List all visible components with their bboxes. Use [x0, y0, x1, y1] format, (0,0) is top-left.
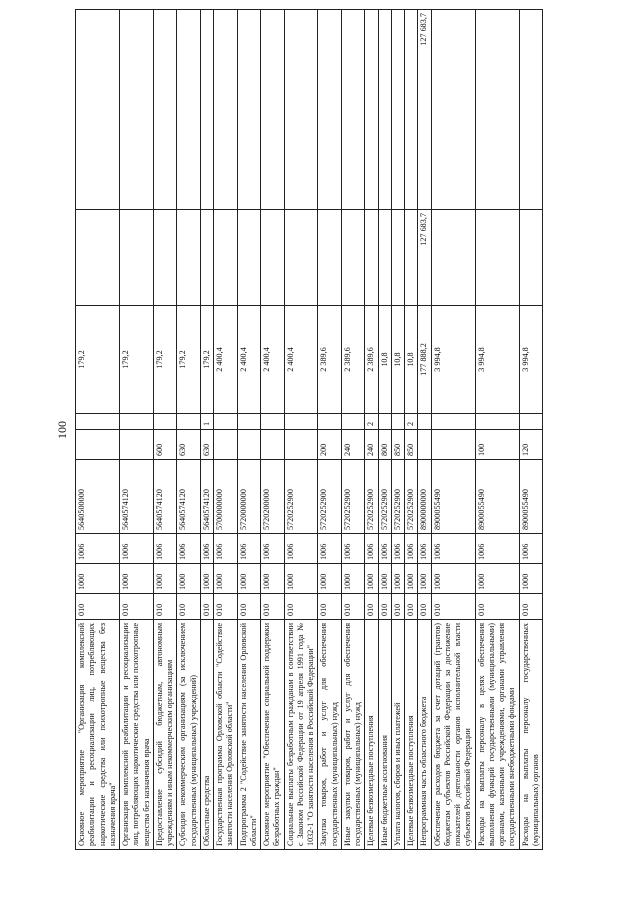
section-code: 1000 — [237, 564, 261, 594]
amount-cell-2 — [431, 210, 475, 306]
amount-cell-2 — [284, 210, 318, 306]
amount-cell-3 — [475, 10, 519, 210]
administrator-code: 010 — [120, 594, 154, 620]
expense-type-code — [431, 430, 475, 460]
amount-cell: 3 994,8 — [431, 306, 475, 414]
section-code: 1000 — [519, 564, 543, 594]
budget-item-name: Расходы на выплаты персоналу в целях обеспечения выполнения функций государственными (муниципальными) органами, казенными учреждениями, органами управления государственными внебюджетными фондами — [475, 620, 519, 850]
budget-item-name: Целевые безвозмездные поступления — [365, 620, 378, 850]
target-article-code: 5640574120 — [177, 460, 201, 534]
expense-type-code — [76, 430, 120, 460]
amount-cell-3 — [200, 10, 213, 210]
budget-item-name: Организация комплексной реабилитации и ресоциализации лиц, потребляющих наркотические средства или психотропные вещества без назначения врача — [120, 620, 154, 850]
administrator-code: 010 — [153, 594, 177, 620]
amount-cell: 10,8 — [378, 306, 391, 414]
amount-cell: 179,2 — [177, 306, 201, 414]
subsection-code: 1006 — [237, 534, 261, 564]
table-row — [365, 10, 378, 850]
budget-item-name: Иные закупки товаров, работ и услуг для обеспечения государственных (муниципальных) нужд — [341, 620, 365, 850]
funding-source-code — [76, 414, 120, 430]
amount-cell-3 — [405, 10, 418, 210]
document-page — [45, 0, 605, 860]
target-article-code: 8900055490 — [431, 460, 475, 534]
amount-cell-2 — [76, 210, 120, 306]
table-row — [153, 10, 177, 850]
section-code: 1000 — [177, 564, 201, 594]
budget-item-name: Расходы на выплаты персоналу государственных (муниципальных) органов — [519, 620, 543, 850]
target-article-code: 5700000000 — [214, 460, 238, 534]
amount-cell-3 — [237, 10, 261, 210]
amount-cell-2 — [378, 210, 391, 306]
table-row — [475, 10, 519, 850]
amount-cell-2 — [341, 210, 365, 306]
target-article-code: 8900000000 — [418, 460, 431, 534]
amount-cell-2 — [519, 210, 543, 306]
subsection-code: 1006 — [318, 534, 342, 564]
budget-item-name: Государственная программа Орловской области "Содействие занятости населения Орловской области" — [214, 620, 238, 850]
subsection-code: 1006 — [391, 534, 404, 564]
target-article-code: 5720252900 — [284, 460, 318, 534]
budget-item-name: Уплата налогов, сборов и иных платежей — [391, 620, 404, 850]
administrator-code: 010 — [431, 594, 475, 620]
amount-cell: 179,2 — [120, 306, 154, 414]
amount-cell-3 — [76, 10, 120, 210]
table-row — [214, 10, 238, 850]
section-code: 1000 — [214, 564, 238, 594]
table-row — [261, 10, 285, 850]
amount-cell: 2 400,4 — [214, 306, 238, 414]
funding-source-code — [261, 414, 285, 430]
budget-item-name: Целевые безвозмездные поступления — [405, 620, 418, 850]
amount-cell-3 — [261, 10, 285, 210]
amount-cell-3 — [153, 10, 177, 210]
section-code: 1000 — [391, 564, 404, 594]
amount-cell-3: 127 683,7 — [418, 10, 431, 210]
subsection-code: 1006 — [431, 534, 475, 564]
section-code: 1000 — [318, 564, 342, 594]
expense-type-code — [284, 430, 318, 460]
target-article-code: 5640574120 — [200, 460, 213, 534]
amount-cell-2 — [261, 210, 285, 306]
budget-item-name: Непрограммная часть областного бюджета — [418, 620, 431, 850]
subsection-code: 1006 — [120, 534, 154, 564]
section-code: 1000 — [200, 564, 213, 594]
table-row — [418, 10, 431, 850]
amount-cell-2 — [200, 210, 213, 306]
funding-source-code: 2 — [405, 414, 418, 430]
administrator-code: 010 — [177, 594, 201, 620]
amount-cell-3 — [431, 10, 475, 210]
amount-cell-3 — [365, 10, 378, 210]
amount-cell: 3 994,8 — [475, 306, 519, 414]
section-code: 1000 — [431, 564, 475, 594]
expense-type-code — [120, 430, 154, 460]
target-article-code: 5720200000 — [261, 460, 285, 534]
target-article-code: 5640500000 — [76, 460, 120, 534]
amount-cell: 2 389,6 — [318, 306, 342, 414]
subsection-code: 1006 — [261, 534, 285, 564]
table-row — [318, 10, 342, 850]
table-row — [391, 10, 404, 850]
expense-type-code — [214, 430, 238, 460]
amount-cell: 10,8 — [405, 306, 418, 414]
table-row — [237, 10, 261, 850]
page-number: 100 — [55, 421, 69, 439]
subsection-code: 1006 — [519, 534, 543, 564]
administrator-code: 010 — [341, 594, 365, 620]
expense-type-code — [261, 430, 285, 460]
section-code: 1000 — [341, 564, 365, 594]
funding-source-code — [318, 414, 342, 430]
amount-cell: 2 389,6 — [365, 306, 378, 414]
expense-type-code: 850 — [405, 430, 418, 460]
expense-type-code — [237, 430, 261, 460]
administrator-code: 010 — [284, 594, 318, 620]
funding-source-code — [475, 414, 519, 430]
target-article-code: 8900055490 — [519, 460, 543, 534]
target-article-code: 5640574120 — [120, 460, 154, 534]
amount-cell-2 — [475, 210, 519, 306]
target-article-code: 5720252900 — [365, 460, 378, 534]
target-article-code: 5640574120 — [153, 460, 177, 534]
funding-source-code — [391, 414, 404, 430]
administrator-code: 010 — [261, 594, 285, 620]
expense-type-code: 240 — [365, 430, 378, 460]
expense-type-code: 120 — [519, 430, 543, 460]
section-code: 1000 — [475, 564, 519, 594]
section-code: 1000 — [261, 564, 285, 594]
target-article-code: 8900055490 — [475, 460, 519, 534]
subsection-code: 1006 — [177, 534, 201, 564]
expense-type-code: 630 — [200, 430, 213, 460]
amount-cell: 2 400,4 — [237, 306, 261, 414]
administrator-code: 010 — [418, 594, 431, 620]
amount-cell-2 — [214, 210, 238, 306]
expense-type-code — [418, 430, 431, 460]
amount-cell-3 — [120, 10, 154, 210]
budget-item-name: Основное мероприятие "Обеспечение социальной поддержки безработных граждан" — [261, 620, 285, 850]
subsection-code: 1006 — [405, 534, 418, 564]
amount-cell-3 — [284, 10, 318, 210]
amount-cell-2 — [237, 210, 261, 306]
amount-cell: 179,2 — [153, 306, 177, 414]
table-row — [405, 10, 418, 850]
subsection-code: 1006 — [76, 534, 120, 564]
table-row — [200, 10, 213, 850]
section-code: 1000 — [120, 564, 154, 594]
table-row — [177, 10, 201, 850]
funding-source-code: 1 — [200, 414, 213, 430]
budget-table-body — [76, 10, 543, 850]
amount-cell-2 — [318, 210, 342, 306]
subsection-code: 1006 — [153, 534, 177, 564]
section-code: 1000 — [284, 564, 318, 594]
subsection-code: 1006 — [378, 534, 391, 564]
amount-cell: 3 994,8 — [519, 306, 543, 414]
funding-source-code: 2 — [365, 414, 378, 430]
section-code: 1000 — [76, 564, 120, 594]
target-article-code: 5720252900 — [405, 460, 418, 534]
funding-source-code — [284, 414, 318, 430]
amount-cell-3 — [378, 10, 391, 210]
expense-type-code: 240 — [341, 430, 365, 460]
budget-item-name: Областные средства — [200, 620, 213, 850]
funding-source-code — [519, 414, 543, 430]
funding-source-code — [177, 414, 201, 430]
subsection-code: 1006 — [365, 534, 378, 564]
amount-cell-3 — [341, 10, 365, 210]
target-article-code: 5720252900 — [341, 460, 365, 534]
amount-cell-2 — [391, 210, 404, 306]
funding-source-code — [153, 414, 177, 430]
expense-type-code: 850 — [391, 430, 404, 460]
administrator-code: 010 — [405, 594, 418, 620]
expense-type-code: 200 — [318, 430, 342, 460]
budget-item-name: Обеспечение расходов бюджета за счет дотаций (грантов) бюджетам субъектов Российской Федерации за достижение показателей деятельности органов исполнительной власти субъектов Российской Федерации — [431, 620, 475, 850]
funding-source-code — [341, 414, 365, 430]
expense-type-code: 100 — [475, 430, 519, 460]
budget-item-name: Закупка товаров, работ и услуг для обеспечения государственных (муниципальных) нужд — [318, 620, 342, 850]
budget-item-name: Предоставление субсидий бюджетным, автономным учреждениям и иным некоммерческим организациям — [153, 620, 177, 850]
budget-table — [75, 9, 543, 850]
subsection-code: 1006 — [214, 534, 238, 564]
section-code: 1000 — [405, 564, 418, 594]
amount-cell: 10,8 — [391, 306, 404, 414]
subsection-code: 1006 — [284, 534, 318, 564]
amount-cell: 179,2 — [200, 306, 213, 414]
target-article-code: 5720252900 — [391, 460, 404, 534]
administrator-code: 010 — [76, 594, 120, 620]
subsection-code: 1006 — [341, 534, 365, 564]
expense-type-code: 630 — [177, 430, 201, 460]
administrator-code: 010 — [378, 594, 391, 620]
administrator-code: 010 — [318, 594, 342, 620]
amount-cell-3 — [519, 10, 543, 210]
administrator-code: 010 — [365, 594, 378, 620]
amount-cell-2: 127 683,7 — [418, 210, 431, 306]
budget-item-name: Социальные выплаты безработным гражданам в соответствии с Законом Российской Федерации от 19 апреля 1991 года № 1032-1 "О занятости населения в Российской Федерации" — [284, 620, 318, 850]
administrator-code: 010 — [391, 594, 404, 620]
administrator-code: 010 — [519, 594, 543, 620]
amount-cell-2 — [153, 210, 177, 306]
amount-cell: 179,2 — [76, 306, 120, 414]
table-row — [76, 10, 120, 850]
funding-source-code — [418, 414, 431, 430]
administrator-code: 010 — [475, 594, 519, 620]
section-code: 1000 — [365, 564, 378, 594]
table-row — [431, 10, 475, 850]
section-code: 1000 — [418, 564, 431, 594]
table-row — [378, 10, 391, 850]
amount-cell: 2 400,4 — [284, 306, 318, 414]
funding-source-code — [214, 414, 238, 430]
subsection-code: 1006 — [475, 534, 519, 564]
budget-item-name: Основное мероприятие "Организация комплексной реабилитации и ресоциализации лиц, потребляющих наркотические средства или психотропные вещества без назначения врача" — [76, 620, 120, 850]
budget-item-name: Субсидии некоммерческим организациям (за исключением государственных (муниципальных) учреждений) — [177, 620, 201, 850]
subsection-code: 1006 — [200, 534, 213, 564]
amount-cell: 177 888,2 — [418, 306, 431, 414]
administrator-code: 010 — [200, 594, 213, 620]
expense-type-code: 800 — [378, 430, 391, 460]
budget-item-name: Подпрограмма 2 "Содействие занятости населения Орловской области" — [237, 620, 261, 850]
administrator-code: 010 — [237, 594, 261, 620]
target-article-code: 5720252900 — [378, 460, 391, 534]
amount-cell-3 — [214, 10, 238, 210]
table-row — [519, 10, 543, 850]
table-row — [341, 10, 365, 850]
section-code: 1000 — [153, 564, 177, 594]
funding-source-code — [431, 414, 475, 430]
amount-cell-3 — [391, 10, 404, 210]
amount-cell-2 — [120, 210, 154, 306]
table-row — [120, 10, 154, 850]
amount-cell-2 — [177, 210, 201, 306]
target-article-code: 5720000000 — [237, 460, 261, 534]
subsection-code: 1006 — [418, 534, 431, 564]
amount-cell: 2 400,4 — [261, 306, 285, 414]
budget-item-name: Иные бюджетные ассигнования — [378, 620, 391, 850]
funding-source-code — [237, 414, 261, 430]
amount-cell-3 — [177, 10, 201, 210]
amount-cell-2 — [365, 210, 378, 306]
funding-source-code — [120, 414, 154, 430]
amount-cell-2 — [405, 210, 418, 306]
section-code: 1000 — [378, 564, 391, 594]
amount-cell: 2 389,6 — [341, 306, 365, 414]
table-row — [284, 10, 318, 850]
target-article-code: 5720252900 — [318, 460, 342, 534]
funding-source-code — [378, 414, 391, 430]
expense-type-code: 600 — [153, 430, 177, 460]
administrator-code: 010 — [214, 594, 238, 620]
amount-cell-3 — [318, 10, 342, 210]
